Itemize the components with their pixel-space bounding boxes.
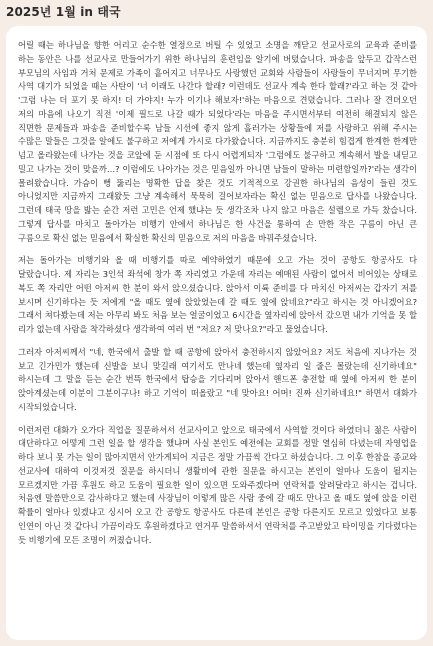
- paragraph-1: 어릴 때는 하나님을 향한 어리고 순수한 열정으로 버틸 수 있었고 소명을 깨닫고 선교사로의 교육과 준비를 하는 동안은 나를 선교사로 만들어가기 위한 하나님의 훈련임을 알기에 버텼습니다. 파송을 앞두고 갑작스런 부모님의 사임과 거처 문제로 가족이 흩어지고 너무나도 사랑했던 교회와 사람들이 사랑들이 무너지며 무기한 사역 대기가 되었을 때는 사탄이 '너 이래도 나간다 할래? 이런데도 선교사 계속 한다 할래?'라고 하는 것 같아 '그럼 나는 더 포기 못 하지! 더 가야지! 누가 이기나 해보자!'하는 마음으로 견뎠습니다. 그러나 잘 견뎌오던 저의 마음에 나오기 직전 '이제 필드로 나갈 때가 되었다'라는 마음을 주시면서부터 여전히 해결되지 않은 직면한 문제들과 파송을 준비할수록 남들 시선에 좋지 않게 흘러가는 상황들에 저를 사랑하고 위해 주시는 수많은 말들은 그것을 알에도 불구하고 저에게 가시로 다가왔습니다. 지금까지도 충분히 힘겹게 한계한 한계만 넘고 올라왔는데 나가는 것을 코앞에 둔 시점에 또 다시 어렵게되자 '그럼에도 불구하고 계속해서 발을 내딛고 밀고 나가는 것이 맞을까…? 이럼에도 나아가는 것은 믿음일까 아니면 남들이 말하는 미련함일까?'라는 생각이 몰려왔습니다. 가슴이 뻥 뚫리는 명확한 답을 찾은 것도 기적적으로 강권한 하나님의 음성이 들린 것도 아니었지만 지금까지 그래왔듯 그냥 계속해서 묵묵히 걸어보자라는 확신 없는 믿음으로 답사를 나왔습니다. 그런데 태국 땅을 밟는 순간 저런 고민은 언제 했냐는 듯 생각조차 나지 않고 마음은 설렘으로 가득 찼습니다. 그렇게 답사를 마치고 돌아가는 비행기 안에서 하나님은 한 사건을 통하여 손 만한 작은 구름이 아닌 큰 구름으로 확신 없는 믿음에서 확실한 확신의 믿음으로 저의 마음을 바꿔주셨습니다.: [18, 40, 418, 243]
- paragraph-2: 저는 돌아가는 비행기와 올 때 비행기를 따로 예약하였기 때문에 오고 가는 것이 공항도 항공사도 다 달랐습니다. 제 자리는 3인석 좌석에 창가 쪽 자리였고 가운데 자리는 예매된 사람이 없어서 비어있는 상태로 복도 쪽 자리만 어떤 아저씨 한 분이 와서 앉으셨습니다. 앉아서 이륙 준비를 다 마치신 아저씨는 갑자기 저를 보시며 신기하다는 듯 저에게 "올 때도 옆에 앉았었는데 갈 때도 옆에 앉네요?"라고 하시는 것 아니겠어요? 그래서 쳐다봤는데 저는 아무리 봐도 처음 보는 얼굴이었고 6시간을 옆자리에 앉아서 갔으면 내가 기억을 못 할 리가 없는데 사람을 착각하셨다 생각하여 여러 번 "저요? 저 맞나요?"라고 물었습니다.: [18, 255, 417, 334]
- paragraph-4: 이런저런 대화가 오가다 직업을 질문하셔서 선교사이고 앞으로 태국에서 사역할 것이다 하였더니 젊은 사람이 대단하다고 어떻게 그런 일을 할 생각을 했냐며 사실 본인도 예전에는 교회를 정말 열심히 다녔는데 자영업을 하다 보니 못 가는 일이 많아지면서 안가게되어 지금은 정말 가끔씩 간다고 하셨습니다. 그 이후 한참을 종교와 선교사에 대하여 이것저것 질문을 하시더니 생활비에 관한 질문을 하시고는 본인이 얼마나 도움이 될지는 모르겠지만 가끔 후원도 하고 도움이 필요한 일이 있으면 도와주겠다며 연락처를 알려달라고 하시는 겁니다. 처음엔 말씀만으로 감사하다고 했는데 사장님이 이렇게 많은 사람 중에 갈 때도 만나고 올 때도 옆에 앉을 이런 확률이 얼마나 있겠냐고 싱시어 오고 간 공항도 항공사도 다른데 본인은 공항 다른지도 모르고 있었다고 보통 인연이 아닌 것 같다니 가끔이라도 후원하겠다고 연거푸 말씀하셔서 연락처를 주고받았고 타이밍을 기다렸다는 듯 비행기에 모든 조명이 꺼졌습니다.: [18, 424, 417, 545]
- paragraph-3: 그러자 아저씨께서 "네, 한국에서 출발 할 때 공항에 앉아서 충전하시지 않았어요? 저도 처음에 지나가는 것 보고 긴가민가 했는데 신발을 보니 맞길래 여기서도 만나네 했는데 옆자리 일 줄은 몰랐는데 신기하네요" 하시는데 그 말을 듣는 순간 번뜩 한국에서 탑승을 기다리며 앉아서 핸드폰 충전할 때 옆에 아저씨 한 분이 앉아계셨는데 이분이 그분이구나! 하고 기억이 떠올랐고 "네 맞아요! 어머! 진짜 신기하네요!" 하면서 대화가 시작되었습니다.: [18, 346, 417, 412]
- post-body-card: [6, 26, 427, 640]
- post-date-title: 2025년 1월 in 태국: [6, 5, 121, 19]
